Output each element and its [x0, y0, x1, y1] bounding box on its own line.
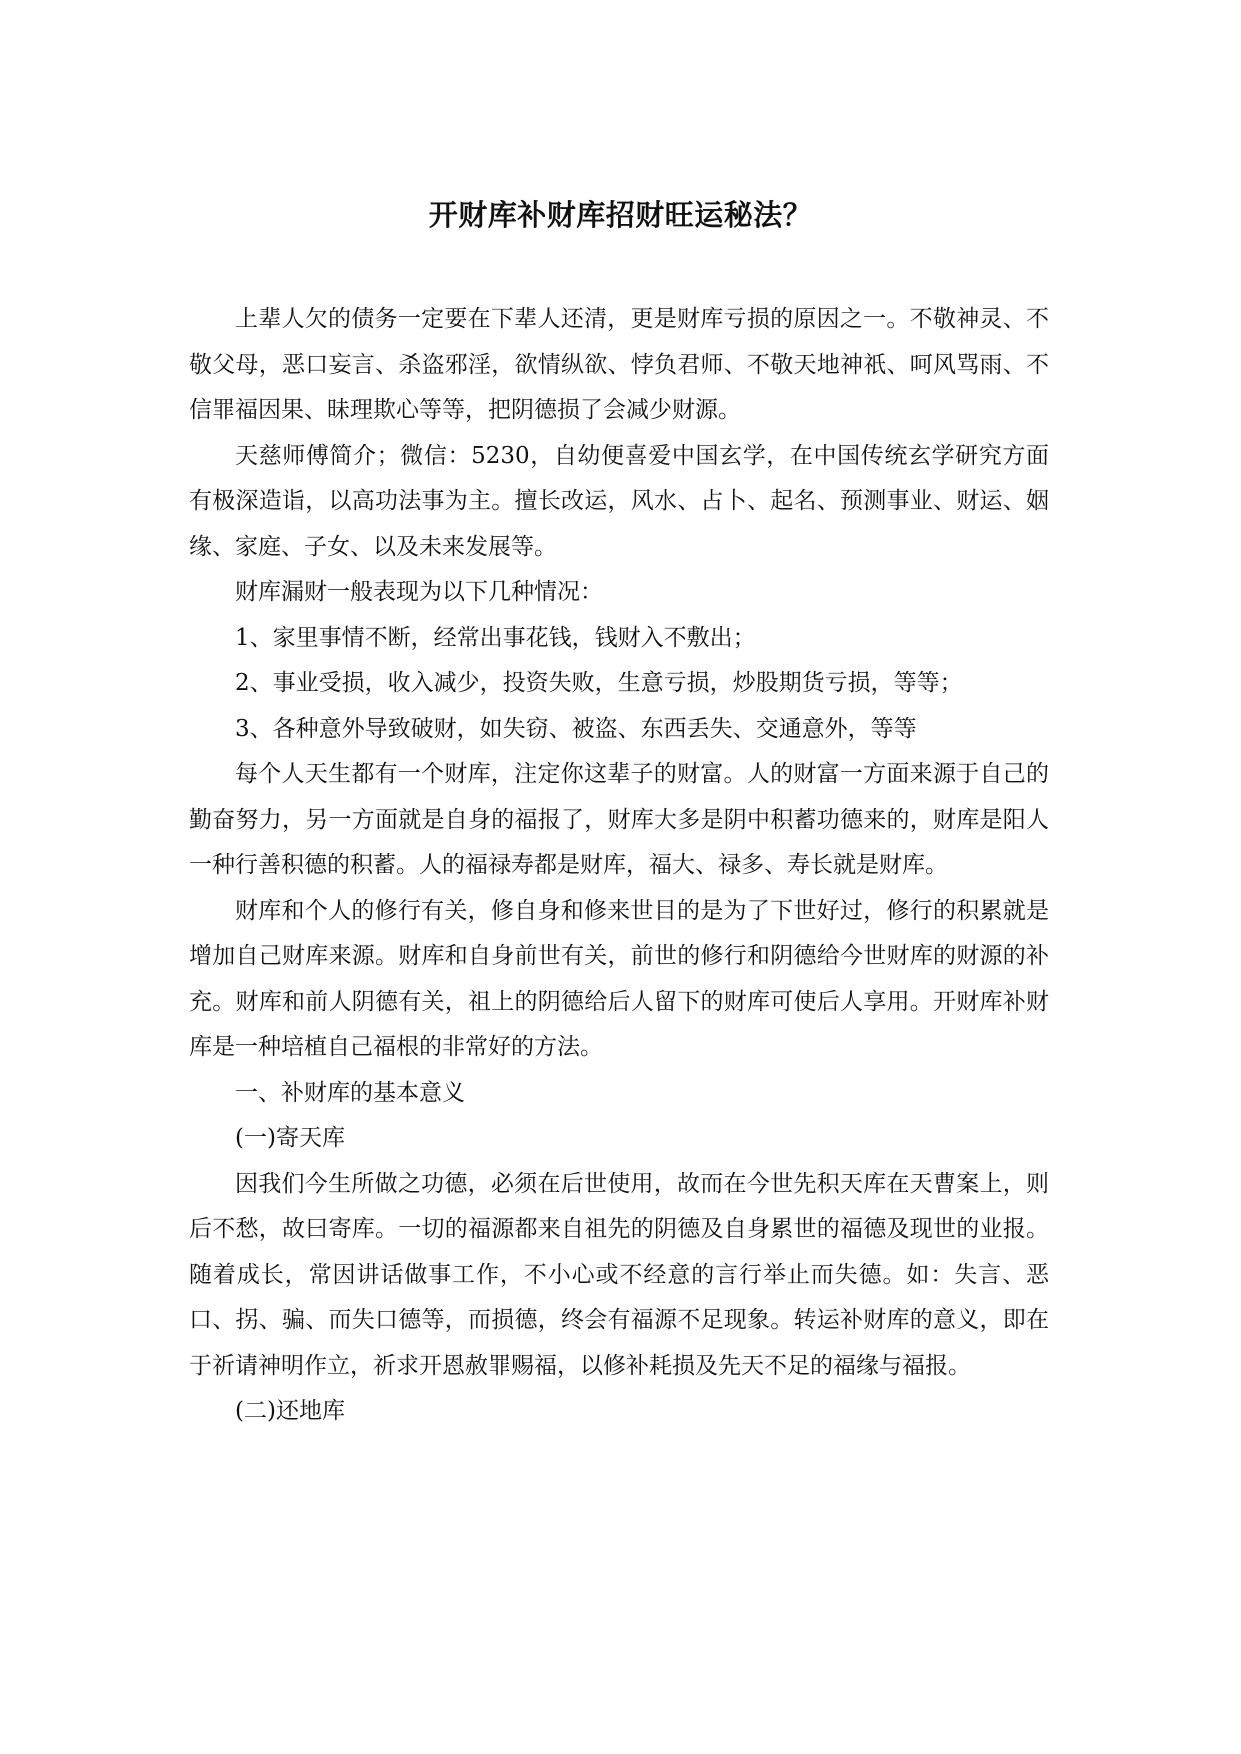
subsection-heading-1: (一)寄天库: [235, 1125, 345, 1151]
list-item-2: 2、事业受损，收入减少，投资失败，生意亏损，炒股期货亏损，等等；: [235, 670, 963, 696]
paragraph-heaven-treasury: 因我们今生所做之功德，必须在后世使用，故而在今世先积天库在天曹案上，则后不愁，故曰寄库。一切的福源都来自祖先的阴德及自身累世的福德及现世的业报。随着成长，常因讲话做事工作，不小心或不经意的言行举止而失德。如：失言、恶口、拐、骗、而失口德等，而损德，终会有福源不足现象。转运补财库的意义，即在于祈请神明作立，祈求开恩赦罪赐福，以修补耗损及先天不足的福缘与福报。: [189, 1170, 1049, 1379]
list-item-3: 3、各种意外导致破财，如失窃、被盗、东西丢失、交通意外，等等: [235, 715, 917, 742]
paragraph-master-intro: 天慈师傅简介；微信：5230，自幼便喜爱中国玄学，在中国传统玄学研究方面有极深造诣，以高功法事为主。擅长改运，风水、占卜、起名、预测事业、财运、姻缘、家庭、子女、以及未来发展等。: [189, 442, 1049, 560]
paragraph-cultivation: 财库和个人的修行有关，修自身和修来世目的是为了下世好过，修行的积累就是增加自己财库来源。财库和自身前世有关，前世的修行和阴德给今世财库的财源的补充。财库和前人阴德有关，祖上的阴德给后人留下的财库可使后人享用。开财库补财库是一种培植自己福根的非常好的方法。: [189, 897, 1049, 1060]
subsection-heading-2: (二)还地库: [235, 1398, 345, 1424]
paragraph-debts: 上辈人欠的债务一定要在下辈人还清，更是财库亏损的原因之一。不敬神灵、不敬父母，恶口妄言、杀盗邪淫，欲情纵欲、悖负君师、不敬天地神祇、呵风骂雨、不信罪福因果、昧理欺心等等，把阴德损了会减少财源。: [189, 306, 1049, 423]
section-heading-1: 一、补财库的基本意义: [235, 1079, 465, 1106]
document-body: [189, 297, 1049, 1435]
document-title: 开财库补财库招财旺运秘法？: [428, 198, 813, 232]
paragraph-born-with-treasury: 每个人天生都有一个财库，注定你这辈子的财富。人的财富一方面来源于自己的勤奋努力，另一方面就是自身的福报了，财库大多是阴中积蓄功德来的，财库是阳人一种行善积德的积蓄。人的福禄寿都是财库，福大、禄多、寿长就是财库。: [189, 761, 1049, 878]
paragraph-leak-intro: 财库漏财一般表现为以下几种情况：: [235, 579, 603, 605]
list-item-1: 1、家里事情不断，经常出事花钱，钱财入不敷出；: [235, 624, 756, 651]
